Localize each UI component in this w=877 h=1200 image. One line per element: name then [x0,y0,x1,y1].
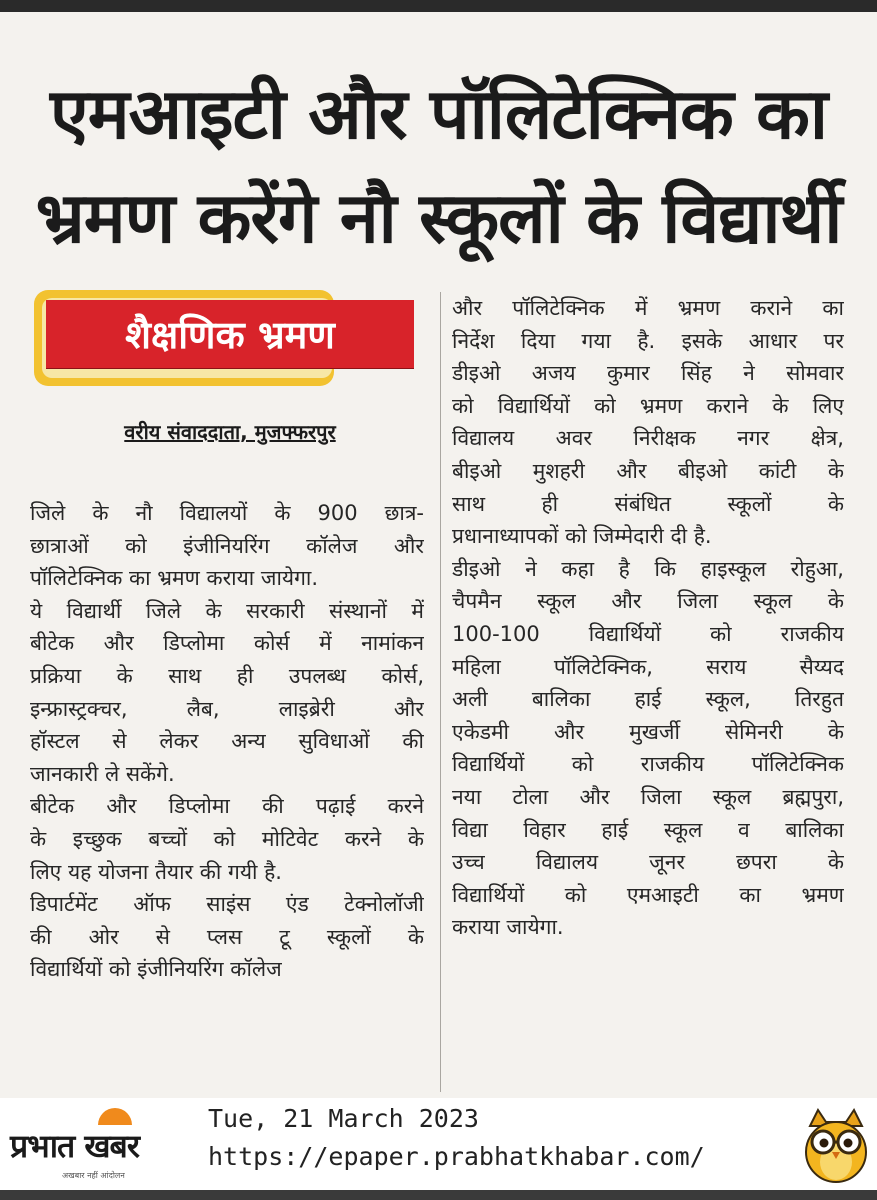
article-column-left [30,497,424,986]
article-line: नया टोला और जिला स्कूल ब्रह्मपुरा, [452,784,844,809]
footer-bar [0,1098,877,1190]
article-line: छात्राओं को इंजीनियरिंग कॉलेज और [30,533,424,558]
article-line: को विद्यार्थियों को भ्रमण कराने के लिए [452,393,844,418]
article-line: विद्यार्थियों को राजकीय पॉलिटेक्निक [452,752,844,777]
article-line: चैपमैन स्कूल और जिला स्कूल के [452,589,844,614]
article-line: 100-100 विद्यार्थियों को राजकीय [452,621,844,646]
article-line: डिपार्टमेंट ऑफ साइंस एंड टेक्नोलॉजी [30,892,424,917]
owl-icon [800,1102,872,1186]
bottom-border [0,1190,877,1200]
edition-date: Tue, 21 March 2023 [208,1104,479,1133]
article-line: के इच्छुक बच्चों को मोटिवेट करने के [30,826,424,851]
epaper-url[interactable]: https://epaper.prabhatkhabar.com/ [208,1142,705,1171]
article-line: पॉलिटेक्निक का भ्रमण कराया जायेगा. [30,566,319,591]
publisher-logo[interactable] [10,1108,210,1178]
article-line: डीइओ अजय कुमार सिंह ने सोमवार [452,361,844,386]
article-line: विद्यार्थियों को एमआइटी का भ्रमण [452,882,844,907]
article-line: विद्यालय अवर निरीक्षक नगर क्षेत्र, [452,426,844,451]
headline [10,62,867,270]
article-line: डीइओ ने कहा है कि हाइस्कूल रोहुआ, [452,556,844,581]
article-line: साथ ही संबंधित स्कूलों के [452,491,844,516]
article-line: महिला पॉलिटेक्निक, सराय सैय्यद [452,654,844,679]
article-line: बीटेक और डिप्लोमा की पढ़ाई करने [30,794,424,819]
article-line: जानकारी ले सकेंगे. [30,761,175,786]
article-line: प्रक्रिया के साथ ही उपलब्ध कोर्स, [30,663,424,688]
article-column-right [452,292,844,944]
article-line: विद्या विहार हाई स्कूल व बालिका [452,817,844,842]
article-line: बीटेक और डिप्लोमा कोर्स में नामांकन [30,631,424,656]
sun-icon [98,1108,132,1125]
article-line: इन्फ्रास्ट्रक्चर, लैब, लाइब्रेरी और [30,696,424,721]
article-line: निर्देश दिया गया है. इसके आधार पर [452,328,844,353]
byline: वरीय संवाददाता, मुजफ्फरपुर [124,420,336,444]
column-divider [440,292,441,1092]
kicker-label: शैक्षणिक भ्रमण [46,300,414,368]
headline-line-1: एमआइटी और पॉलिटेक्निक का [50,73,827,155]
article-line: लिए यह योजना तैयार की गयी है. [30,859,282,884]
top-border [0,0,877,12]
logo-tagline: अखबार नहीं आंदोलन [62,1171,125,1180]
article-line: हॉस्टल से लेकर अन्य सुविधाओं की [30,729,424,754]
article-line: कराया जायेगा. [452,915,564,940]
article-line: प्रधानाध्यापकों को जिम्मेदारी दी है. [452,524,712,549]
article-line: और पॉलिटेक्निक में भ्रमण कराने का [452,296,844,320]
article-line: बीइओ मुशहरी और बीइओ कांटी के [452,458,844,483]
article-line: अली बालिका हाई स्कूल, तिरहुत [452,687,844,712]
headline-line-2: भ्रमण करेंगे नौ स्कूलों के विद्यार्थी [35,177,842,259]
article-line: विद्यार्थियों को इंजीनियरिंग कॉलेज [30,957,282,982]
logo-text: प्रभात खबर [10,1127,139,1165]
article-line: की ओर से प्लस टू स्कूलों के [30,924,424,949]
article-line: जिले के नौ विद्यालयों के 900 छात्र- [30,501,424,525]
article-line: एकेडमी और मुखर्जी सेमिनरी के [452,719,844,744]
kicker-badge [34,290,414,386]
article-line: उच्च विद्यालय जूनर छपरा के [452,850,844,875]
article-line: ये विद्यार्थी जिले के सरकारी संस्थानों में [30,598,424,623]
